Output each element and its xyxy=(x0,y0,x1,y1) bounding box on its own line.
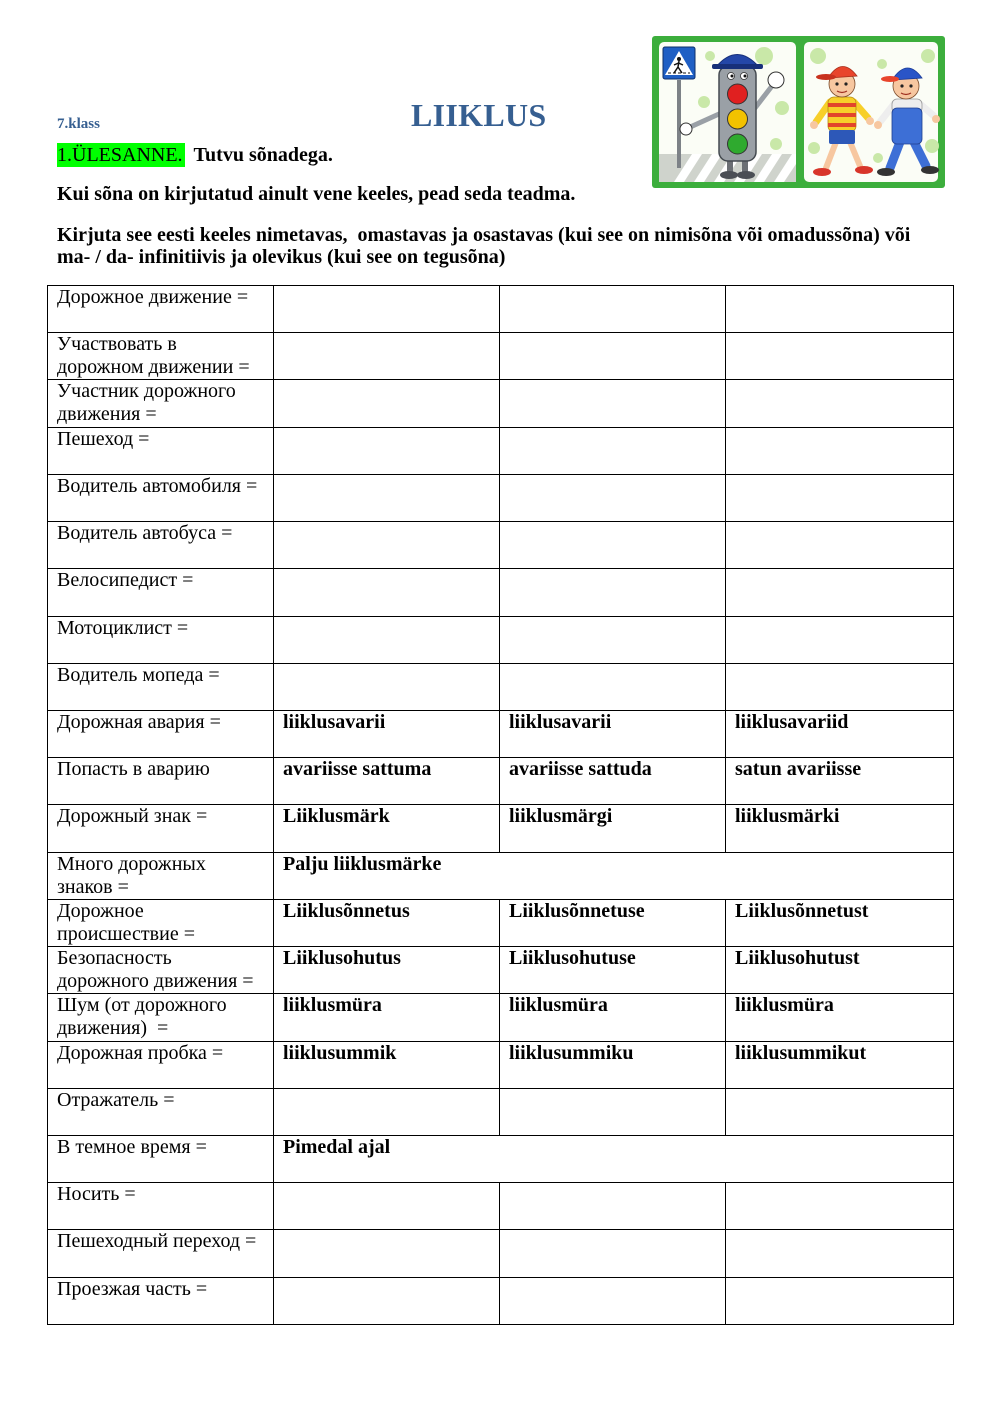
answer-cell-form-2[interactable] xyxy=(500,663,726,710)
russian-term-cell: Мотоциклист = xyxy=(48,616,274,663)
russian-term-cell: Дорожная пробка = xyxy=(48,1041,274,1088)
answer-cell-form-1[interactable] xyxy=(274,1088,500,1135)
table-row xyxy=(48,758,954,805)
answer-cell-form-2[interactable] xyxy=(500,286,726,333)
answer-cell-form-1: Liiklusmärk xyxy=(274,805,500,852)
answer-cell-form-1[interactable] xyxy=(274,569,500,616)
answer-cell-form-2: liiklusavarii xyxy=(500,710,726,757)
answer-cell-form-1[interactable] xyxy=(274,286,500,333)
answer-cell-form-2[interactable] xyxy=(500,1088,726,1135)
russian-term-cell: Дорожная авария = xyxy=(48,710,274,757)
answer-cell-form-2[interactable] xyxy=(500,1230,726,1277)
page-title: LIIKLUS xyxy=(411,97,547,133)
right-panel xyxy=(804,42,940,182)
table-row xyxy=(48,333,954,380)
vocabulary-table-body xyxy=(48,286,954,1325)
task-number-highlight: 1.ÜLESANNE. xyxy=(57,144,183,166)
answer-cell-form-1: liiklusmüra xyxy=(274,994,500,1041)
answer-cell-form-1[interactable] xyxy=(274,1230,500,1277)
answer-cell-form-3[interactable] xyxy=(726,1277,954,1324)
task-title: Tutvu sõnadega. xyxy=(193,144,333,166)
russian-term-cell: Участник дорожного движения = xyxy=(48,380,274,427)
waving-hand-icon xyxy=(768,72,784,88)
russian-term-cell: Пешеходный переход = xyxy=(48,1230,274,1277)
answer-cell-form-2[interactable] xyxy=(500,569,726,616)
table-row xyxy=(48,852,954,899)
answer-cell-form-2[interactable] xyxy=(500,427,726,474)
table-row xyxy=(48,805,954,852)
answer-cell-form-3[interactable] xyxy=(726,1230,954,1277)
estonian-phrase-cell: Pimedal ajal xyxy=(274,1135,954,1182)
russian-term-cell: Носить = xyxy=(48,1183,274,1230)
table-row xyxy=(48,1183,954,1230)
answer-cell-form-2[interactable] xyxy=(500,1183,726,1230)
russian-term-cell: Велосипедист = xyxy=(48,569,274,616)
answer-cell-form-1[interactable] xyxy=(274,616,500,663)
answer-cell-form-3[interactable] xyxy=(726,286,954,333)
answer-cell-form-3: liiklusmüra xyxy=(726,994,954,1041)
instruction-line-1: Kui sõna on kirjutatud ainult vene keeles, pead seda teadma. xyxy=(57,183,576,205)
table-row xyxy=(48,522,954,569)
table-row xyxy=(48,380,954,427)
red-light xyxy=(728,84,748,104)
russian-term-cell: Дорожное происшествие = xyxy=(48,899,274,946)
table-row xyxy=(48,1041,954,1088)
answer-cell-form-1[interactable] xyxy=(274,380,500,427)
answer-cell-form-3[interactable] xyxy=(726,616,954,663)
instruction-line-2: Kirjuta see eesti keeles nimetavas, omastavas ja osastavas (kui see on nimisõna või omadussõna) või ma- / da- infinitiivis ja olevikus (kui see on tegusõna) xyxy=(57,224,911,268)
table-row xyxy=(48,1230,954,1277)
pedestrian-crossing-sign-icon xyxy=(663,47,695,79)
table-row xyxy=(48,427,954,474)
answer-cell-form-3[interactable] xyxy=(726,1183,954,1230)
task-heading xyxy=(57,143,333,167)
table-row xyxy=(48,616,954,663)
answer-cell-form-2: Liiklusohutuse xyxy=(500,947,726,994)
answer-cell-form-2: liiklusmüra xyxy=(500,994,726,1041)
answer-cell-form-1: liiklusavarii xyxy=(274,710,500,757)
russian-term-cell: В темное время = xyxy=(48,1135,274,1182)
answer-cell-form-3: Liiklusõnnetust xyxy=(726,899,954,946)
table-row xyxy=(48,947,954,994)
answer-cell-form-1: Liiklusõnnetus xyxy=(274,899,500,946)
answer-cell-form-2: liiklusmärgi xyxy=(500,805,726,852)
answer-cell-form-3[interactable] xyxy=(726,1088,954,1135)
estonian-phrase-cell: Palju liiklusmärke xyxy=(274,852,954,899)
grade-label: 7.klass xyxy=(57,116,100,132)
answer-cell-form-1: avariisse sattuma xyxy=(274,758,500,805)
answer-cell-form-3[interactable] xyxy=(726,427,954,474)
answer-cell-form-3: liiklusavariid xyxy=(726,710,954,757)
answer-cell-form-2[interactable] xyxy=(500,616,726,663)
answer-cell-form-1[interactable] xyxy=(274,1183,500,1230)
russian-term-cell: Водитель мопеда = xyxy=(48,663,274,710)
answer-cell-form-2: Liiklusõnnetuse xyxy=(500,899,726,946)
answer-cell-form-1[interactable] xyxy=(274,474,500,521)
russian-term-cell: Попасть в аварию xyxy=(48,758,274,805)
left-panel xyxy=(659,42,796,182)
answer-cell-form-1[interactable] xyxy=(274,333,500,380)
table-row xyxy=(48,286,954,333)
russian-term-cell: Проезжая часть = xyxy=(48,1277,274,1324)
answer-cell-form-3[interactable] xyxy=(726,380,954,427)
russian-term-cell: Дорожный знак = xyxy=(48,805,274,852)
table-row xyxy=(48,569,954,616)
russian-term-cell: Пешеход = xyxy=(48,427,274,474)
table-row xyxy=(48,899,954,946)
table-row xyxy=(48,710,954,757)
table-row xyxy=(48,663,954,710)
vocabulary-table xyxy=(47,285,954,1325)
answer-cell-form-3: liiklusmärki xyxy=(726,805,954,852)
russian-term-cell: Участвовать в дорожном движении = xyxy=(48,333,274,380)
sign-pole xyxy=(677,80,681,168)
russian-term-cell: Водитель автомобиля = xyxy=(48,474,274,521)
answer-cell-form-2[interactable] xyxy=(500,474,726,521)
russian-term-cell: Водитель автобуса = xyxy=(48,522,274,569)
table-row xyxy=(48,474,954,521)
answer-cell-form-1[interactable] xyxy=(274,663,500,710)
answer-cell-form-2: avariisse sattuda xyxy=(500,758,726,805)
answer-cell-form-2[interactable] xyxy=(500,333,726,380)
answer-cell-form-3: liiklusummikut xyxy=(726,1041,954,1088)
answer-cell-form-1[interactable] xyxy=(274,522,500,569)
answer-cell-form-2[interactable] xyxy=(500,1277,726,1324)
answer-cell-form-1[interactable] xyxy=(274,427,500,474)
yellow-light xyxy=(728,109,748,129)
answer-cell-form-3: Liiklusohutust xyxy=(726,947,954,994)
answer-cell-form-2: liiklusummiku xyxy=(500,1041,726,1088)
table-row xyxy=(48,1088,954,1135)
answer-cell-form-1: liiklusummik xyxy=(274,1041,500,1088)
answer-cell-form-3[interactable] xyxy=(726,333,954,380)
answer-cell-form-3: satun avariisse xyxy=(726,758,954,805)
answer-cell-form-2[interactable] xyxy=(500,522,726,569)
green-light xyxy=(728,134,748,154)
answer-cell-form-3[interactable] xyxy=(726,663,954,710)
russian-term-cell: Безопасность дорожного движения = xyxy=(48,947,274,994)
table-row xyxy=(48,994,954,1041)
answer-cell-form-1[interactable] xyxy=(274,1277,500,1324)
russian-term-cell: Шум (от дорожного движения) = xyxy=(48,994,274,1041)
russian-term-cell: Отражатель = xyxy=(48,1088,274,1135)
answer-cell-form-3[interactable] xyxy=(726,522,954,569)
russian-term-cell: Много дорожных знаков = xyxy=(48,852,274,899)
answer-cell-form-3[interactable] xyxy=(726,569,954,616)
table-row xyxy=(48,1135,954,1182)
table-row xyxy=(48,1277,954,1324)
answer-cell-form-3[interactable] xyxy=(726,474,954,521)
traffic-illustration xyxy=(652,36,945,188)
answer-cell-form-2[interactable] xyxy=(500,380,726,427)
answer-cell-form-1: Liiklusohutus xyxy=(274,947,500,994)
russian-term-cell: Дорожное движение = xyxy=(48,286,274,333)
